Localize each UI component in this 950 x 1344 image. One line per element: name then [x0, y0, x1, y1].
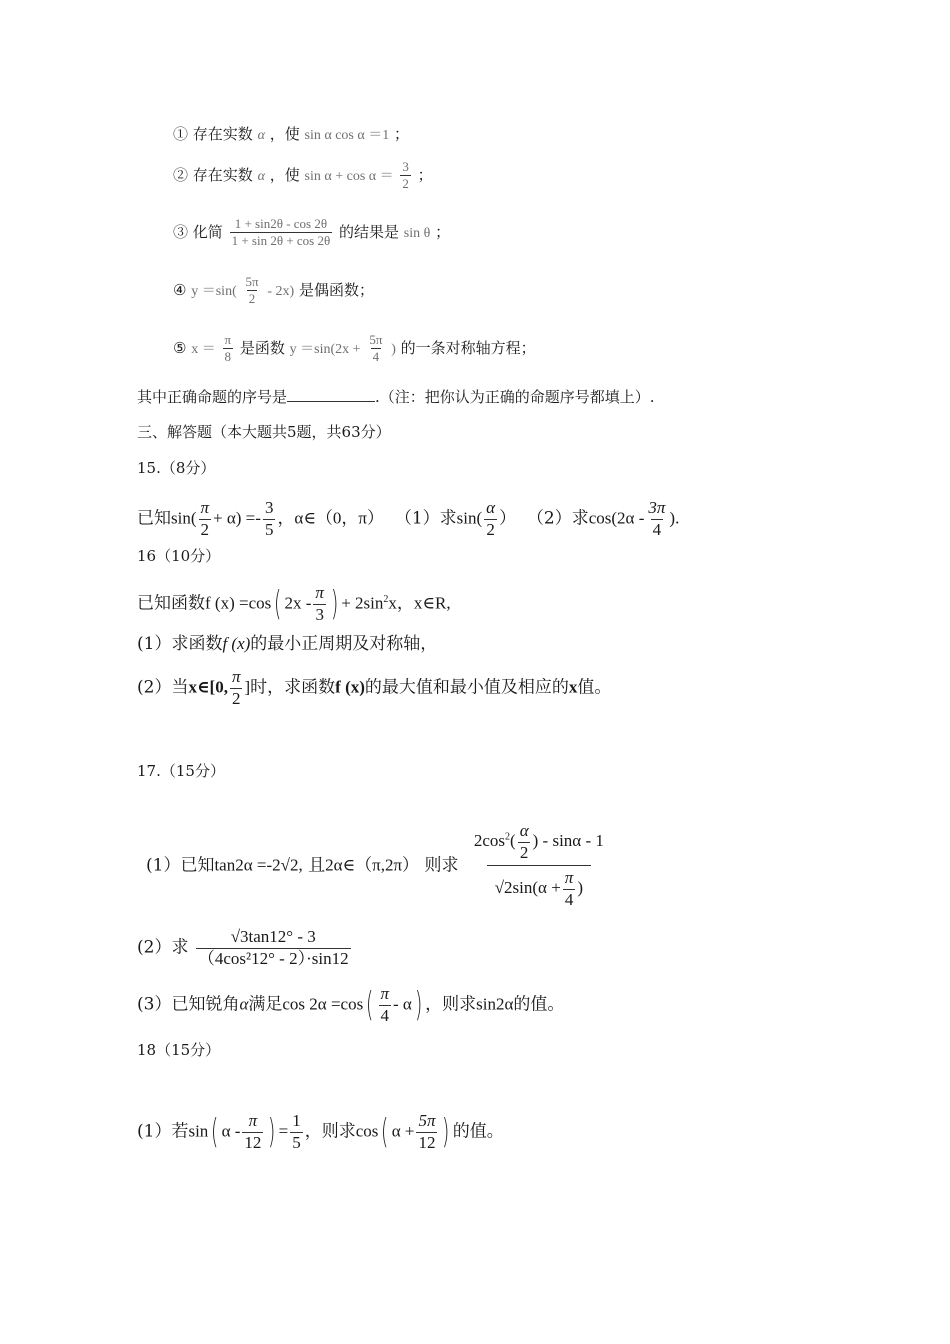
fraction: $\frac{\pi}{2}$ — [200, 498, 210, 539]
fraction: $\frac{3}{5}$ — [264, 498, 274, 539]
q15-heading: 15.（8分） — [137, 459, 216, 477]
q-text: (2）当 — [137, 677, 189, 698]
right-paren: ) — [330, 584, 339, 625]
q-text: 时，求函数 — [250, 677, 336, 698]
prop-number: ② — [173, 165, 189, 184]
prop-text: 的结果是 — [339, 222, 400, 241]
left-paren: ( — [211, 1112, 219, 1153]
prop-text: 其中正确命题的序号是 — [137, 388, 288, 406]
q16-line-1 — [137, 584, 451, 624]
math-expression: f (x) =cos — [205, 593, 272, 613]
fraction: $\frac{3}{2}$ — [402, 159, 409, 192]
math-expression: α + — [391, 1121, 415, 1141]
math-expression: tan2α =-2√2, — [214, 855, 303, 875]
fraction: $\frac{\pi}{3}$ — [315, 583, 324, 624]
math-expression: sin( — [171, 508, 197, 528]
prop-text: ； — [393, 125, 409, 143]
fraction: $\frac{5\pi}{2}$ — [245, 274, 259, 307]
prop-text: .（注：把你认为正确的命题序号都填上）. — [375, 388, 655, 406]
q-text: 的值。 — [452, 1121, 504, 1142]
q-text: 已知 — [137, 508, 171, 529]
variable: α — [257, 128, 265, 143]
prop-3 — [173, 217, 450, 249]
q-text: (1）若 — [137, 1121, 189, 1142]
math-expression: sin α cos α ＝1 — [304, 128, 390, 143]
fraction: $\frac{\pi}{12}$ — [244, 1111, 262, 1152]
q-text: （1）求 — [394, 508, 457, 529]
math-expression: - 2x) — [267, 283, 295, 299]
right-paren: ) — [414, 985, 423, 1026]
math-expression: + 2sin — [341, 593, 384, 613]
left-paren: ( — [381, 1112, 389, 1153]
prop-1 — [173, 127, 409, 143]
math-expression: ） — [499, 508, 517, 528]
fraction: $\frac{√3\tan 12^\circ - 3}{\text{（4cos²12° - 2）·sin12}}$ — [197, 927, 349, 968]
math-expression: α — [239, 994, 249, 1014]
q-text: 满足 — [248, 994, 283, 1015]
math-expression: - α — [393, 994, 412, 1014]
prop-text: 是偶函数； — [298, 280, 374, 299]
variable: α — [257, 168, 265, 184]
math-expression: ). — [669, 508, 680, 528]
prop-text: 存在实数 — [192, 125, 253, 143]
math-expression: 2x - — [284, 593, 312, 613]
math-expression: y ＝sin( — [191, 283, 237, 299]
left-paren: ( — [274, 584, 282, 625]
math-expression: f (x) — [222, 634, 251, 653]
q17-heading: 17.（15分） — [137, 762, 225, 780]
q-text: 的最小正周期及对称轴， — [250, 634, 438, 654]
math-expression: x ＝ — [191, 341, 216, 357]
prop-text: 存在实数 — [192, 165, 253, 184]
math-expression: sin θ — [403, 225, 431, 241]
q15-body — [137, 499, 679, 539]
math-expression: cos 2α =cos — [282, 994, 364, 1014]
fraction: $\frac{5\pi}{4}$ — [369, 332, 383, 365]
q-text: (3）已知锐角 — [137, 994, 240, 1015]
q17-line-1 — [146, 822, 614, 910]
q-text: (1）已知 — [146, 855, 215, 876]
q16-line-2 — [137, 635, 437, 653]
answer-blank[interactable] — [287, 389, 375, 402]
section-heading: 三、解答题（本大题共5题，共63分） — [137, 423, 391, 441]
prop-number: ④ — [173, 280, 187, 299]
fraction: $\frac{1 + \sin 2\theta - \cos 2\theta}{1 + \sin 2\theta + \cos 2\theta}$ — [231, 216, 331, 249]
q17-line-3 — [137, 985, 564, 1025]
right-paren: ) — [268, 1112, 276, 1153]
prop-2 — [173, 160, 433, 192]
q-text: （2）求 — [526, 508, 589, 529]
prop-5 — [173, 333, 536, 365]
prop-number: ① — [173, 125, 189, 143]
math-expression: x — [568, 677, 578, 697]
fraction: $\frac{5\pi}{12}$ — [418, 1111, 436, 1152]
math-expression: y ＝sin(2x + — [289, 341, 361, 357]
prop-text: ； — [417, 165, 433, 184]
math-expression: + α) =- — [213, 508, 261, 528]
fraction-large: $2\cos^2$( $\frac{\alpha}{2}$ ) - sinα - 1 √2sin(α + $\frac{\pi}{4}$ ) — [473, 821, 604, 910]
right-paren: ) — [442, 1112, 450, 1153]
q16-line-3 — [137, 668, 611, 708]
fraction: $\frac{\pi}{8}$ — [224, 332, 232, 365]
q-text: 的值。 — [513, 994, 565, 1015]
math-expression: = — [278, 1121, 289, 1141]
fraction: $\frac{\pi}{4}$ — [380, 984, 390, 1025]
math-expression: x，x∈R, — [388, 593, 451, 613]
q18-line-1 — [137, 1112, 504, 1152]
fill-line — [137, 389, 655, 405]
prop-text: ； — [435, 222, 451, 241]
q18-heading: 18（15分） — [137, 1041, 221, 1059]
q-text: 则求 — [424, 855, 459, 876]
prop-text: 是函数 — [239, 338, 285, 357]
math-expression: sin α + cos α ＝ — [304, 168, 394, 184]
math-expression: cos — [355, 1121, 379, 1141]
prop-text: 的一条对称轴方程； — [400, 338, 536, 357]
fraction: $\frac{\pi}{2}$ — [231, 667, 241, 708]
math-expression: x∈[0, — [188, 677, 228, 697]
prop-text: ，使 — [269, 125, 300, 143]
math-expression: ) — [391, 341, 396, 357]
prop-number: ③ — [173, 222, 189, 241]
q-text: ，则求 — [425, 994, 477, 1015]
q-text: (2）求 — [137, 937, 189, 958]
superscript: 2 — [383, 594, 389, 606]
fraction: $\frac{\alpha}{2}$ — [486, 498, 496, 539]
math-expression: f (x) — [335, 677, 365, 697]
prop-text: 化简 — [192, 222, 223, 241]
q-text: 且 — [308, 855, 326, 876]
left-paren: ( — [366, 985, 374, 1026]
q-text: ，则求 — [304, 1121, 356, 1142]
math-expression: α - — [221, 1121, 241, 1141]
prop-text: ，使 — [269, 165, 300, 184]
prop-4 — [173, 275, 374, 307]
math-expression: ] — [244, 677, 251, 697]
math-expression: sin2α — [476, 994, 514, 1014]
math-expression: cos(2α - — [588, 508, 645, 528]
fraction: $\frac{1}{5}$ — [292, 1111, 301, 1152]
q16-heading: 16（10分） — [137, 547, 221, 565]
prop-number: ⑤ — [173, 338, 187, 357]
math-expression: sin — [188, 1121, 209, 1141]
q-text: 已知函数 — [137, 593, 205, 614]
q-text: 的最大值和最小值及相应的 — [364, 677, 569, 698]
q-text: 值。 — [577, 677, 612, 698]
math-expression: 2α∈（π,2π） — [325, 855, 420, 875]
math-expression: ，α∈（0，π） — [277, 508, 385, 528]
math-expression: sin( — [456, 508, 483, 528]
fraction: $\frac{3\pi}{4}$ — [648, 498, 666, 539]
q-text: (1）求函数 — [137, 634, 223, 654]
q17-line-2 — [137, 928, 353, 968]
